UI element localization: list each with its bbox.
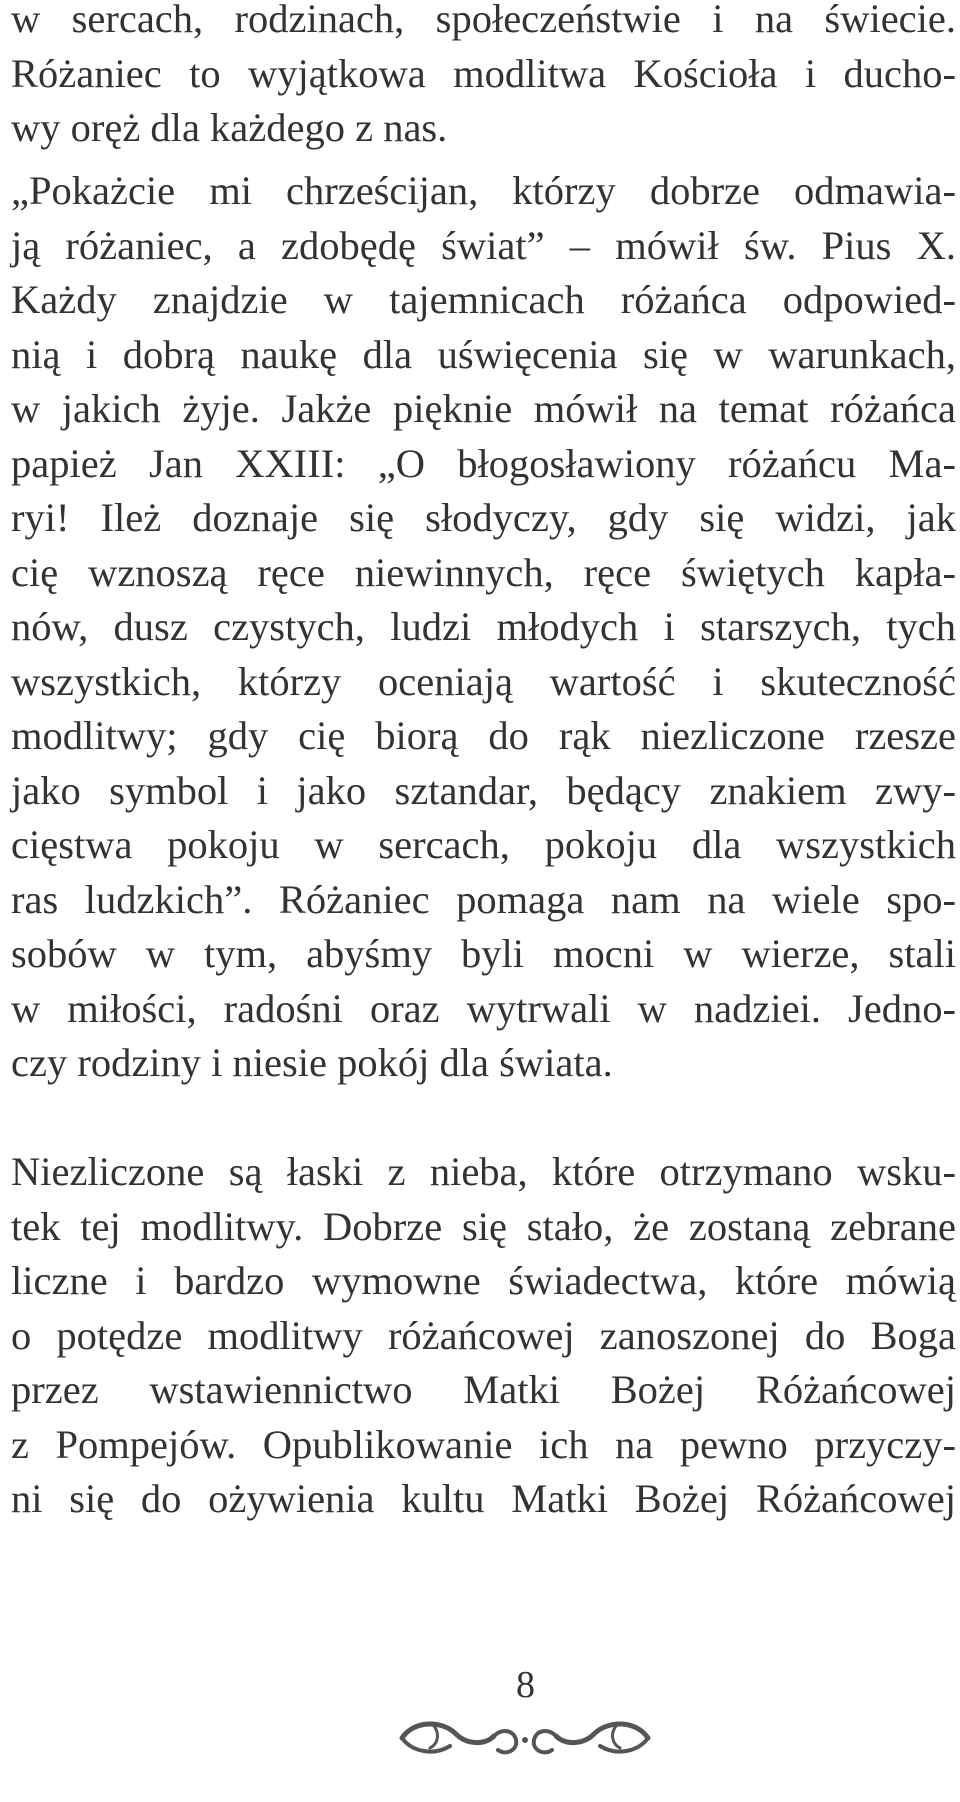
text-line: o potędze modlitwy różańcowej zanoszonej do Boga bbox=[11, 1312, 956, 1358]
text-line: cię wznoszą ręce niewinnych, ręce świętych kapła- bbox=[11, 549, 956, 595]
text-line: tek tej modlitwy. Dobrze się stało, że zostaną zebrane bbox=[11, 1203, 956, 1249]
text-line: ni się do ożywienia kultu Matki Bożej Różańcowej bbox=[11, 1476, 956, 1521]
text-line: papież Jan XXIII: „O błogosławiony różańcu Ma- bbox=[11, 440, 956, 486]
text-line: nią i dobrą naukę dla uświęcenia się w warunkach, bbox=[11, 331, 956, 377]
decorative-flourish-icon bbox=[394, 1700, 656, 1770]
text-line: liczne i bardzo wymowne świadectwa, które mówią bbox=[11, 1258, 956, 1303]
text-line: jako symbol i jako sztandar, będący znakiem zwy- bbox=[11, 767, 956, 813]
paragraph-1 bbox=[11, 0, 956, 156]
text-line: przez wstawiennictwo Matki Bożej Różańcowej bbox=[11, 1367, 956, 1412]
text-line: wy oręż dla każdego z nas. bbox=[11, 105, 448, 150]
text-line: w sercach, rodzinach, społeczeństwie i na świecie. bbox=[11, 0, 956, 41]
text-line: w miłości, radośni oraz wytrwali w nadziei. Jedno- bbox=[11, 985, 956, 1031]
text-line: Niezliczone są łaski z nieba, które otrzymano wsku- bbox=[11, 1149, 956, 1194]
text-line: w jakich żyje. Jakże pięknie mówił na temat różańca bbox=[11, 386, 956, 431]
text-line: czy rodziny i niesie pokój dla świata. bbox=[11, 1040, 613, 1085]
text-line: Różaniec to wyjątkowa modlitwa Kościoła i ducho- bbox=[11, 50, 956, 96]
text-line: cięstwa pokoju w sercach, pokoju dla wszystkich bbox=[11, 822, 956, 867]
text-line: ras ludzkich”. Różaniec pomaga nam na wiele spo- bbox=[11, 876, 956, 922]
text-line: nów, dusz czystych, ludzi młodych i starszych, tych bbox=[11, 604, 956, 649]
text-line: wszystkich, którzy oceniają wartość i skuteczność bbox=[11, 658, 956, 704]
text-line: Każdy znajdzie w tajemnicach różańca odpowied- bbox=[11, 277, 956, 322]
paragraph-3 bbox=[11, 1145, 956, 1527]
text-line: ryi! Ileż doznaje się słodyczy, gdy się widzi, jak bbox=[11, 495, 956, 540]
text-line: sobów w tym, abyśmy byli mocni w wierze, stali bbox=[11, 931, 956, 976]
page-number: 8 bbox=[516, 1664, 535, 1706]
text-line: z Pompejów. Opublikowanie ich na pewno przyczy- bbox=[11, 1421, 956, 1467]
text-line: „Pokażcie mi chrześcijan, którzy dobrze odmawia- bbox=[11, 168, 956, 213]
text-line: modlitwy; gdy cię biorą do rąk niezliczone rzesze bbox=[11, 713, 956, 758]
text-line: ją różaniec, a zdobędę świat” – mówił św. Pius X. bbox=[11, 222, 956, 268]
paragraph-2 bbox=[11, 164, 956, 1091]
